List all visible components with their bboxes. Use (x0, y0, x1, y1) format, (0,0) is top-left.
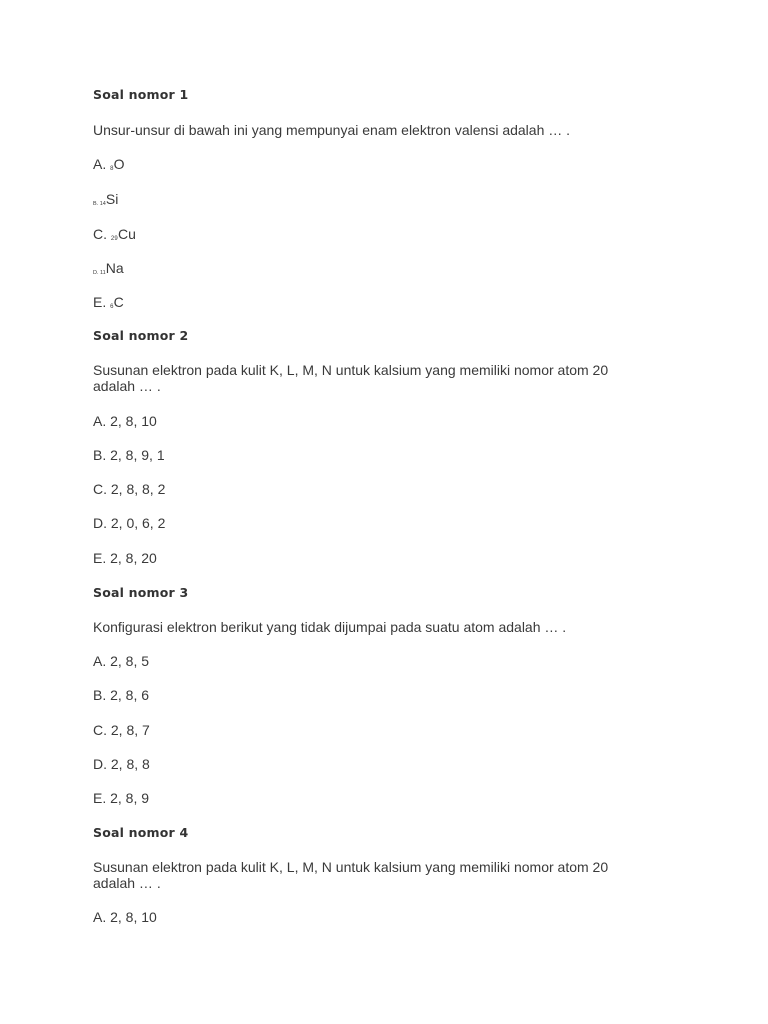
question-3-option-e: E. 2, 8, 9 (93, 790, 150, 806)
question-4-option-a: A. 2, 8, 10 (93, 909, 157, 925)
question-3-option-c: C. 2, 8, 7 (93, 722, 150, 738)
question-1-title: Soal nomor 1 (93, 87, 189, 102)
question-2-option-c: C. 2, 8, 8, 2 (93, 481, 166, 497)
question-2-text: Susunan elektron pada kulit K, L, M, N untuk kalsium yang memiliki nomor atom 20 adalah … . (93, 362, 609, 394)
question-1-option-b: B. 14Si (93, 191, 119, 207)
question-2-option-b: B. 2, 8, 9, 1 (93, 447, 165, 463)
question-3-option-d: D. 2, 8, 8 (93, 756, 150, 772)
question-2-option-a: A. 2, 8, 10 (93, 413, 157, 429)
question-1-option-e: E. 6C (93, 294, 124, 310)
question-2-title: Soal nomor 2 (93, 328, 189, 343)
question-3-text: Konfigurasi elektron berikut yang tidak dijumpai pada suatu atom adalah … . (93, 619, 567, 635)
question-2-option-e: E. 2, 8, 20 (93, 550, 157, 566)
question-3-title: Soal nomor 3 (93, 585, 189, 600)
question-1-option-a: A. 8O (93, 156, 125, 172)
question-4-title: Soal nomor 4 (93, 825, 189, 840)
question-4-text: Susunan elektron pada kulit K, L, M, N untuk kalsium yang memiliki nomor atom 20 adalah … . (93, 859, 609, 891)
question-3-option-b: B. 2, 8, 6 (93, 687, 150, 703)
question-1-text: Unsur-unsur di bawah ini yang mempunyai enam elektron valensi adalah … . (93, 122, 571, 138)
question-2-option-d: D. 2, 0, 6, 2 (93, 515, 166, 531)
question-1-option-c: C. 29Cu (93, 226, 136, 242)
question-1-option-d: D. 11Na (93, 260, 124, 276)
question-3-option-a: A. 2, 8, 5 (93, 653, 150, 669)
